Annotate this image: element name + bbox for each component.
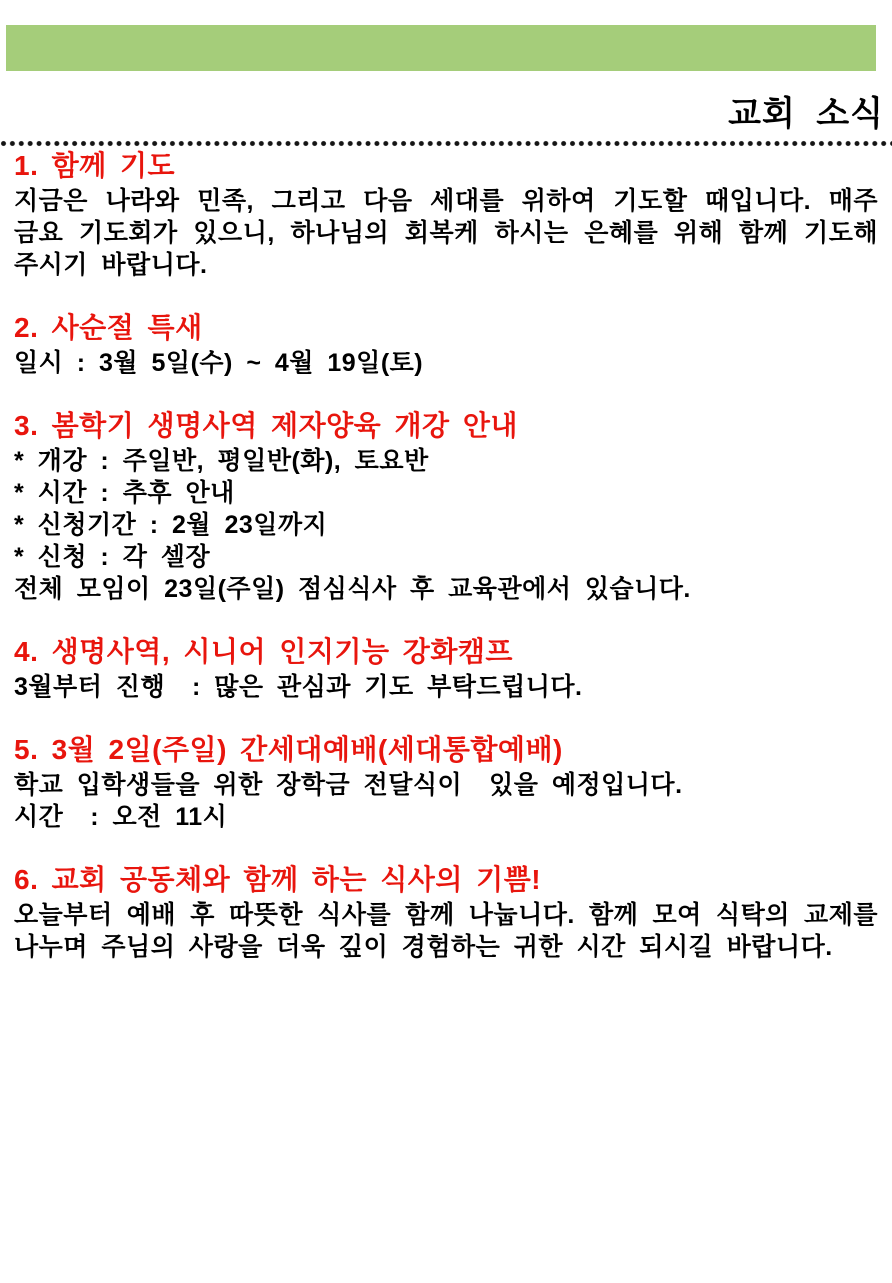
section-heading: 3. 봄학기 생명사역 제자양육 개강 안내 [14, 410, 518, 441]
section-heading: 4. 생명사역, 시니어 인지기능 강화캠프 [14, 636, 513, 667]
section-heading: 5. 3월 2일(주일) 간세대예배(세대통합예배) [14, 734, 563, 765]
section-paragraph: * 신청 : 각 셀장 [14, 543, 211, 571]
section-paragraph: * 개강 : 주일반, 평일반(화), 토요반 [14, 447, 429, 475]
section-paragraph: 지금은 나라와 민족, 그리고 다음 세대를 위하여 기도할 때입니다. 매주 금요 기도회가 있으니, 하나님의 회복케 하시는 은혜를 위해 함께 기도해 주시기 바랍니다. [14, 187, 892, 279]
section-paragraph: 오늘부터 예배 후 따뜻한 식사를 함께 나눕니다. 함께 모여 식탁의 교제를 나누며 주님의 사랑을 더욱 깊이 경험하는 귀한 시간 되시길 바랍니다. [14, 901, 892, 961]
header-banner [6, 25, 876, 71]
page-title: 교회 소식 [728, 95, 884, 133]
section-heading: 6. 교회 공동체와 함께 하는 식사의 기쁨! [14, 864, 542, 895]
news-section-6 [14, 864, 892, 963]
section-paragraph: 전체 모임이 23일(주일) 점심식사 후 교육관에서 있습니다. [14, 575, 691, 603]
news-section-4 [14, 637, 878, 703]
section-paragraph: * 시간 : 추후 안내 [14, 479, 235, 507]
bulletin-content [0, 151, 892, 963]
news-section-2 [14, 313, 878, 379]
dotted-divider [0, 140, 892, 147]
section-paragraph: * 신청기간 : 2월 23일까지 [14, 511, 328, 539]
section-heading: 2. 사순절 특새 [14, 312, 203, 343]
news-section-1 [14, 150, 892, 281]
section-paragraph: 학교 입학생들을 위한 장학금 전달식이 있을 예정입니다. [14, 771, 683, 799]
news-section-3 [14, 411, 878, 605]
section-heading: 1. 함께 기도 [14, 150, 176, 181]
section-paragraph: 시간 : 오전 11시 [14, 803, 228, 831]
section-paragraph: 3월부터 진행 : 많은 관심과 기도 부탁드립니다. [14, 673, 583, 701]
news-section-5 [14, 735, 878, 833]
section-paragraph: 일시 : 3월 5일(수) ~ 4월 19일(토) [14, 349, 424, 377]
